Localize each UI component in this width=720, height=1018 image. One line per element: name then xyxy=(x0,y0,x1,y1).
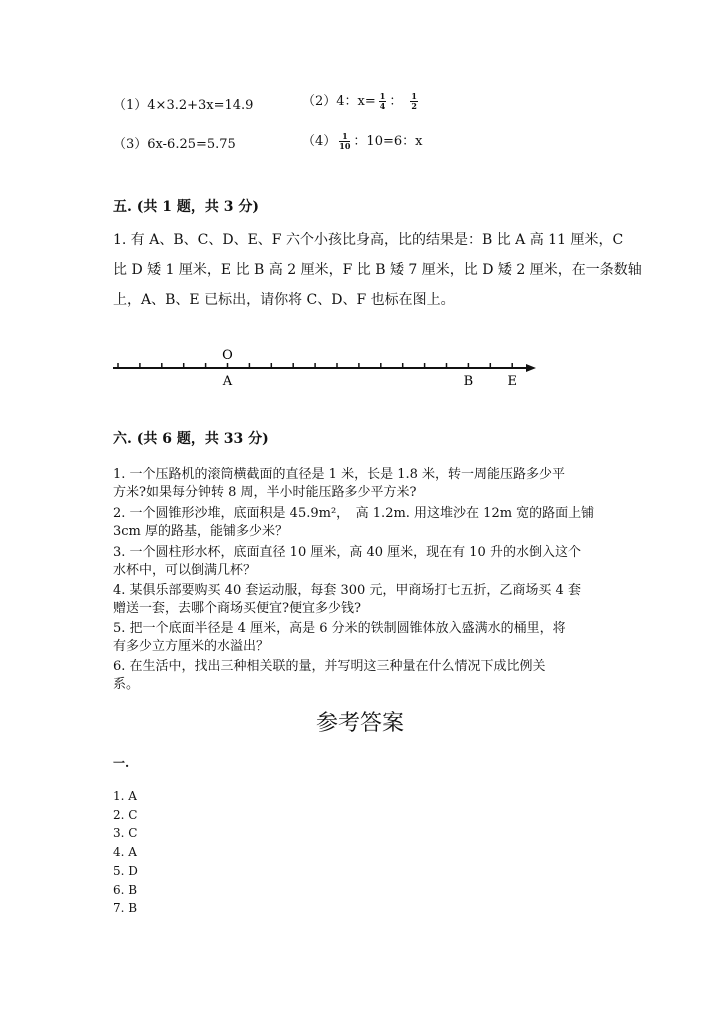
problem-line: 系。 xyxy=(113,677,140,692)
problem-line: 有多少立方厘米的水溢出？ xyxy=(113,639,270,654)
problem-line: 方米?如果每分钟转 8 周，半小时能压路多少平方米? xyxy=(113,485,417,500)
problem-line: 4. 某俱乐部要购买 40 套运动服，每套 300 元，甲商场打七五折，乙商场买 4 套 xyxy=(113,583,581,598)
equation-4 xyxy=(302,130,422,151)
eq-label: （3） xyxy=(113,137,148,152)
problem-line: 比 D 矮 1 厘米，E 比 B 高 2 厘米，F 比 B 矮 7 厘米，比 D 矮 2 厘米，在一条数轴 xyxy=(113,262,642,278)
problem-line: 1. 一个压路机的滚筒横截面的直径是 1 米，长是 1.8 米，转一周能压路多少平 xyxy=(113,467,566,482)
answer-item: 3. C xyxy=(113,826,138,841)
problem-line: 1. 有 A、B、C、D、E、F 六个小孩比身高，比的结果是：B 比 A 高 11 厘米，C xyxy=(113,232,624,248)
denominator: 10 xyxy=(339,141,351,151)
answer-item: 4. A xyxy=(113,845,137,860)
fraction xyxy=(339,132,350,151)
problem-line: 赠送一套，去哪个商场买便宜?便宜多少钱? xyxy=(113,601,361,616)
origin-label: O xyxy=(222,348,233,363)
equation-1 xyxy=(113,94,253,113)
problem-line: 水杯中，可以倒满几杯？ xyxy=(113,563,257,578)
arrow-head-icon xyxy=(526,364,536,372)
section-5-heading: 五. (共 1 题，共 3 分) xyxy=(113,199,259,215)
answer-item: 7. B xyxy=(113,901,138,916)
denominator: 4 xyxy=(379,101,386,111)
eq-label: （2） xyxy=(302,94,337,109)
answers-section-label: 一. xyxy=(113,756,130,770)
fraction xyxy=(379,92,387,111)
problem-line: 5. 把一个底面半径是 4 厘米，高是 6 分米的铁制圆锥体放入盛满水的桶里，将 xyxy=(113,621,566,636)
point-label-b: B xyxy=(463,374,474,389)
answer-item: 6. B xyxy=(113,882,138,897)
denominator: 2 xyxy=(411,101,417,111)
numerator: 1 xyxy=(411,91,417,101)
equation-3 xyxy=(113,133,236,152)
numerator: 1 xyxy=(339,132,350,142)
eq-text: 4：x= xyxy=(336,94,376,109)
eq-text: 6x-6.25=5.75 xyxy=(147,137,236,152)
eq-label: （1） xyxy=(113,98,148,113)
problem-line: 6. 在生活中，找出三种相关联的量，并写明这三种量在什么情况下成比例关 xyxy=(113,659,546,674)
eq-text: ： xyxy=(389,94,403,109)
problem-line: 2. 一个圆锥形沙堆，底面积是 45.9m²， 高 1.2m. 用这堆沙在 12m 宽的路面上铺 xyxy=(113,506,595,521)
equation-2 xyxy=(302,90,421,111)
eq-text: ：10=6：x xyxy=(353,134,423,149)
number-line xyxy=(0,340,720,390)
answer-item: 2. C xyxy=(113,807,138,822)
point-label-e: E xyxy=(507,374,517,389)
answer-item: 1. A xyxy=(113,789,137,803)
section-6-heading: 六. (共 6 题，共 33 分) xyxy=(113,431,269,447)
eq-label: （4） xyxy=(302,134,337,149)
problem-line: 3cm 厚的路基，能铺多少米？ xyxy=(113,524,289,539)
problem-line: 3. 一个圆柱形水杯，底面直径 10 厘米，高 40 厘米，现在有 10 升的水倒入这个 xyxy=(113,545,581,560)
problem-line: 上，A、B、E 已标出，请你将 C、D、F 也标在图上。 xyxy=(113,292,455,308)
point-label-a: A xyxy=(222,374,233,389)
fraction xyxy=(410,92,418,111)
numerator: 1 xyxy=(379,91,386,101)
answer-item: 5. D xyxy=(113,863,138,878)
answers-title: 参考答案 xyxy=(315,711,404,736)
eq-text: 4×3.2+3x=14.9 xyxy=(147,98,254,113)
